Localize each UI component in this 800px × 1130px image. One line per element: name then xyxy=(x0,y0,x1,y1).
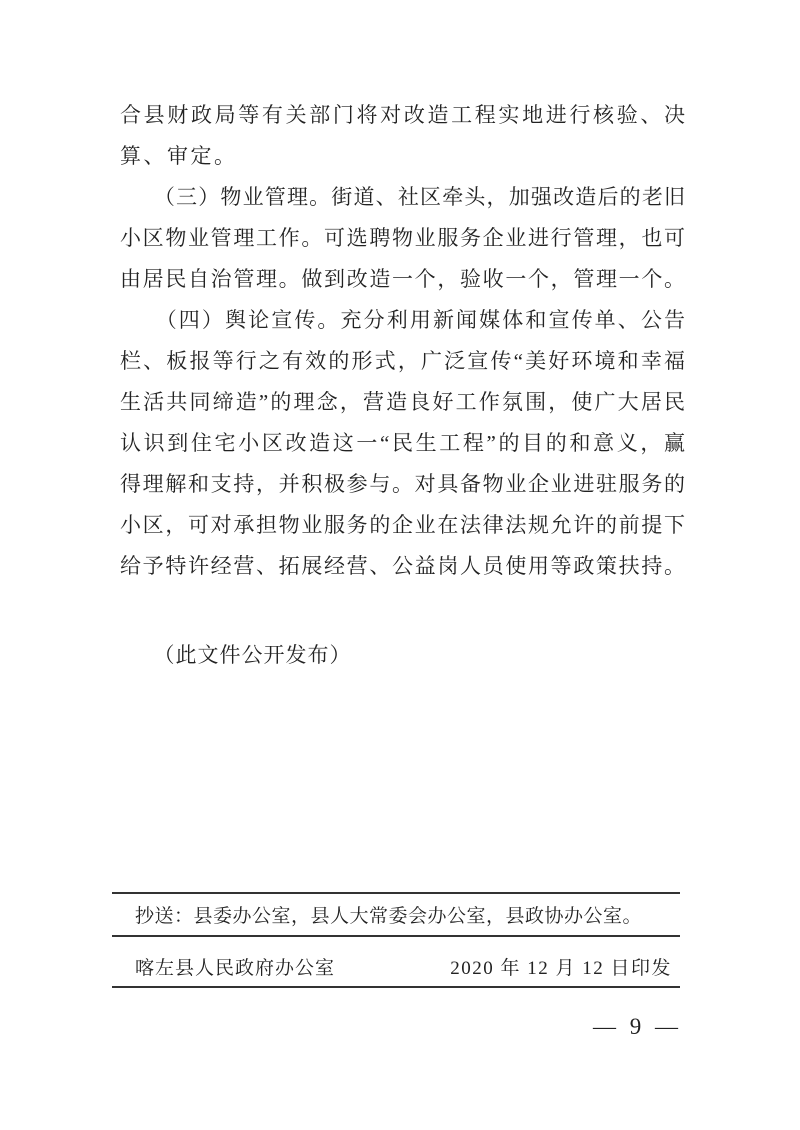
body-text-line: 小区物业管理工作。可选聘物业服务企业进行管理，也可 xyxy=(120,226,685,250)
body-text-line: 小区，可对承担物业服务的企业在法律法规允许的前提下 xyxy=(120,513,685,537)
body-text-line: 给予特许经营、拓展经营、公益岗人员使用等政策扶持。 xyxy=(120,554,685,578)
page-number: — 9 — xyxy=(593,1014,682,1039)
issuing-office: 喀左县人民政府办公室 xyxy=(135,958,336,979)
body-text-line: 栏、板报等行之有效的形式，广泛宣传“美好环境和幸福 xyxy=(120,349,685,373)
body-text-line: 算、审定。 xyxy=(120,144,238,168)
body-paragraphs xyxy=(120,95,685,587)
document-body xyxy=(120,95,685,676)
body-text-line: 得理解和支持，并积极参与。对具备物业企业进驻服务的 xyxy=(120,472,685,496)
footer-divider-bottom xyxy=(112,986,680,988)
cc-line: 抄送：县委办公室，县人大常委会办公室，县政协办公室。 xyxy=(135,906,643,927)
publish-note: （此文件公开发布） xyxy=(120,643,352,667)
body-text-line: 合县财政局等有关部门将对改造工程实地进行核验、决 xyxy=(120,103,685,127)
footer-divider-middle xyxy=(112,935,680,937)
body-text-line: 生活共同缔造”的理念，营造良好工作氛围，使广大居民 xyxy=(120,390,685,414)
issuer-row xyxy=(112,956,680,982)
body-text-line: （三）物业管理。街道、社区牵头，加强改造后的老旧 xyxy=(120,185,685,209)
print-date: 2020 年 12 月 12 日印发 xyxy=(450,958,672,979)
footer-divider-top xyxy=(112,892,680,894)
body-text-line: （四）舆论宣传。充分利用新闻媒体和宣传单、公告 xyxy=(120,308,685,332)
body-text-line: 由居民自治管理。做到改造一个，验收一个，管理一个。 xyxy=(120,267,685,291)
body-text-line: 认识到住宅小区改造这一“民生工程”的目的和意义，赢 xyxy=(120,431,685,455)
